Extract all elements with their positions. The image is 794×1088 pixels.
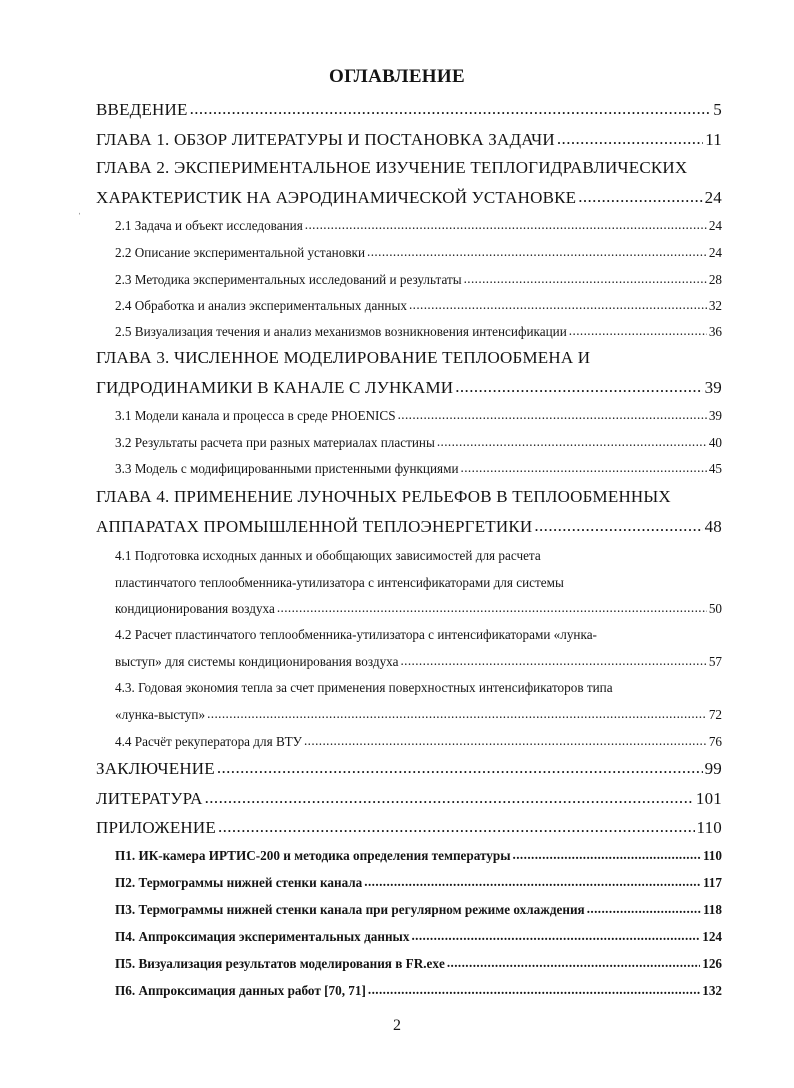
leader-dots [447, 955, 700, 971]
toc-entry-2-2[interactable] [115, 245, 722, 261]
toc-page-number: 36 [708, 324, 722, 339]
toc-page-number: 101 [695, 789, 722, 808]
toc-entry-3-3[interactable] [115, 461, 722, 477]
toc-entry-chapter-3[interactable] [96, 378, 722, 398]
toc-entry-appendix-4[interactable] [115, 929, 722, 945]
toc-entry-label: АППАРАТАХ ПРОМЫШЛЕННОЙ ТЕПЛОЭНЕРГЕТИКИ [96, 517, 533, 536]
leader-dots [304, 733, 707, 749]
toc-entry-label: ВВЕДЕНИЕ [96, 100, 188, 119]
toc-entry-references[interactable] [96, 789, 722, 809]
toc-entry-label: 2.1 Задача и объект исследования [115, 218, 303, 233]
toc-entry-label: 3.3 Модель с модифицированными пристенными функциями [115, 461, 459, 476]
page-title: ОГЛАВЛЕНИЕ [329, 66, 465, 87]
leader-dots [464, 271, 707, 287]
toc-entry-2-4[interactable] [115, 298, 722, 314]
toc-entry-label: 2.3 Методика экспериментальных исследований и результаты [115, 272, 462, 287]
toc-page-number: 32 [708, 298, 722, 313]
leader-dots [409, 297, 707, 313]
toc-page-number: 72 [708, 707, 722, 722]
toc-page-number: 24 [708, 218, 722, 233]
page-number: 2 [393, 1017, 401, 1034]
toc-entry-label: ЗАКЛЮЧЕНИЕ [96, 759, 215, 778]
toc-entry-appendix-3[interactable] [115, 902, 722, 918]
toc-entry-4-3-line1[interactable]: 4.3. Годовая экономия тепла за счет применения поверхностных интенсификаторов типа [115, 680, 613, 695]
toc-page-number: 110 [696, 818, 722, 837]
toc-entry-label: ГИДРОДИНАМИКИ В КАНАЛЕ С ЛУНКАМИ [96, 378, 454, 397]
toc-entry-label: П2. Термограммы нижней стенки канала [115, 875, 363, 890]
toc-page-number: 76 [708, 734, 722, 749]
toc-entry-label: «лунка-выступ» [115, 707, 206, 722]
leader-dots [557, 129, 703, 149]
toc-page-number: 99 [704, 759, 722, 778]
leader-dots [400, 653, 706, 669]
toc-entry-4-1-line1[interactable]: 4.1 Подготовка исходных данных и обобщающих зависимостей для расчета [115, 548, 541, 563]
leader-dots [513, 847, 701, 863]
toc-entry-chapter-2-line1[interactable]: ГЛАВА 2. ЭКСПЕРИМЕНТАЛЬНОЕ ИЗУЧЕНИЕ ТЕПЛОГИДРАВЛИЧЕСКИХ [96, 158, 688, 177]
toc-entry-4-3[interactable] [115, 707, 722, 723]
toc-entry-label: 2.2 Описание экспериментальной установки [115, 245, 366, 260]
toc-page-number: 39 [704, 378, 722, 397]
toc-entry-label: 4.4 Расчёт рекуператора для ВТУ [115, 734, 302, 749]
leader-dots [534, 516, 702, 536]
toc-entry-chapter-2[interactable] [96, 188, 722, 208]
leader-dots [305, 217, 707, 233]
leader-dots [218, 817, 695, 837]
toc-entry-4-1[interactable] [115, 601, 722, 617]
toc-page-number: 11 [705, 130, 722, 149]
toc-page-number: 57 [708, 654, 722, 669]
toc-entry-2-5[interactable] [115, 324, 722, 340]
leader-dots [368, 982, 700, 998]
toc-entry-chapter-3-line1[interactable]: ГЛАВА 3. ЧИСЛЕННОЕ МОДЕЛИРОВАНИЕ ТЕПЛООБМЕНА И [96, 348, 591, 367]
toc-entry-label: 3.2 Результаты расчета при разных материалах пластины [115, 435, 435, 450]
toc-entry-label: 2.4 Обработка и анализ экспериментальных данных [115, 298, 407, 313]
toc-entry-2-3[interactable] [115, 272, 722, 288]
leader-dots [190, 99, 712, 119]
toc-entry-3-1[interactable] [115, 408, 722, 424]
toc-page-number: 48 [704, 517, 722, 536]
toc-entry-chapter-4-line1[interactable]: ГЛАВА 4. ПРИМЕНЕНИЕ ЛУНОЧНЫХ РЕЛЬЕФОВ В ТЕПЛООБМЕННЫХ [96, 487, 671, 506]
leader-dots [455, 377, 702, 397]
toc-page-number: 126 [702, 956, 722, 971]
toc-entry-label: П6. Аппроксимация данных работ [70, 71] [115, 983, 366, 998]
leader-dots [578, 187, 702, 207]
toc-entry-label: П1. ИК-камера ИРТИС-200 и методика определения температуры [115, 848, 511, 863]
toc-entry-label: ГЛАВА 1. ОБЗОР ЛИТЕРАТУРЫ И ПОСТАНОВКА ЗАДАЧИ [96, 130, 555, 149]
toc-entry-introduction[interactable] [96, 100, 722, 120]
leader-dots [205, 788, 694, 808]
leader-dots [587, 901, 701, 917]
toc-entry-label: П3. Термограммы нижней стенки канала при регулярном режиме охлаждения [115, 902, 585, 917]
toc-entry-4-2-line1[interactable]: 4.2 Расчет пластинчатого теплообменника-утилизатора с интенсификаторами «лунка- [115, 627, 597, 642]
toc-entry-appendix-2[interactable] [115, 875, 722, 891]
toc-entry-4-1-line2[interactable]: пластинчатого теплообменника-утилизатора с интенсификаторами для системы [115, 575, 564, 590]
toc-entry-chapter-1[interactable] [96, 130, 722, 150]
toc-entry-chapter-4[interactable] [96, 517, 722, 537]
toc-page-number: 24 [704, 188, 722, 207]
toc-page-number: 110 [702, 848, 722, 863]
leader-dots [398, 407, 707, 423]
toc-entry-label: ЛИТЕРАТУРА [96, 789, 203, 808]
toc-entry-label: выступ» для системы кондиционирования воздуха [115, 654, 399, 669]
toc-entry-appendix-5[interactable] [115, 956, 722, 972]
toc-entry-label: П4. Аппроксимация экспериментальных данных [115, 929, 410, 944]
leader-dots [207, 706, 707, 722]
toc-entry-label: 3.1 Модели канала и процесса в среде PHOENICS [115, 408, 396, 423]
toc-entry-label: П5. Визуализация результатов моделирования в FR.exe [115, 956, 445, 971]
toc-page-number: 117 [702, 875, 722, 890]
toc-entry-appendix-1[interactable] [115, 848, 722, 864]
leader-dots [277, 600, 707, 616]
leader-dots [217, 758, 703, 778]
toc-entry-label: 2.5 Визуализация течения и анализ механизмов возникновения интенсификации [115, 324, 567, 339]
toc-page-number: 50 [708, 601, 722, 616]
toc-page-number: 24 [708, 245, 722, 260]
toc-page-number: 40 [708, 435, 722, 450]
toc-entry-3-2[interactable] [115, 435, 722, 451]
toc-page-number: 124 [702, 929, 722, 944]
margin-mark: ˌ [78, 204, 82, 215]
toc-entry-appendix[interactable] [96, 818, 722, 838]
toc-page-number: 132 [702, 983, 722, 998]
leader-dots [461, 460, 707, 476]
toc-page-number: 5 [713, 100, 722, 119]
toc-page-number: 118 [702, 902, 722, 917]
toc-entry-label: кондиционирования воздуха [115, 601, 275, 616]
toc-entry-appendix-6[interactable] [115, 983, 722, 999]
toc-page-number: 45 [708, 461, 722, 476]
toc-page-number: 28 [708, 272, 722, 287]
toc-entry-4-4[interactable] [115, 734, 722, 750]
leader-dots [364, 874, 701, 890]
toc-entry-2-1[interactable] [115, 218, 722, 234]
leader-dots [569, 323, 707, 339]
toc-entry-conclusion[interactable] [96, 759, 722, 779]
leader-dots [411, 928, 700, 944]
toc-entry-4-2[interactable] [115, 654, 722, 670]
toc-page-number: 39 [708, 408, 722, 423]
toc-entry-label: ХАРАКТЕРИСТИК НА АЭРОДИНАМИЧЕСКОЙ УСТАНОВКЕ [96, 188, 577, 207]
leader-dots [367, 244, 707, 260]
leader-dots [437, 434, 707, 450]
toc-entry-label: ПРИЛОЖЕНИЕ [96, 818, 216, 837]
